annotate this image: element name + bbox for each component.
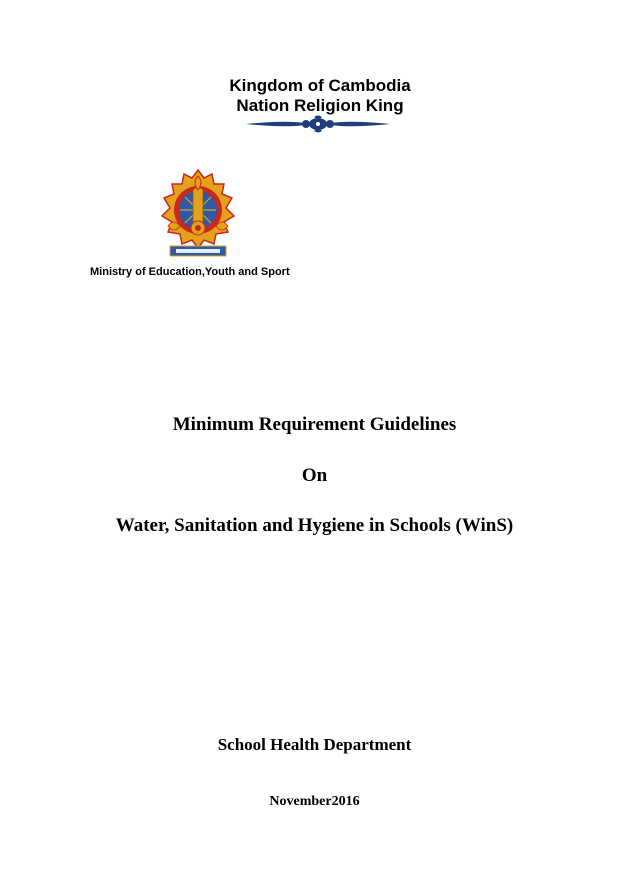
ministry-emblem-icon <box>160 168 236 260</box>
document-title-line2: On <box>301 465 328 486</box>
document-title-line1: Minimum Requirement Guidelines <box>172 414 457 435</box>
kingdom-title: Kingdom of Cambodia <box>229 76 411 95</box>
ministry-name: Ministry of Education,Youth and Sport <box>90 266 290 278</box>
department-name: School Health Department <box>217 735 412 754</box>
publication-date: November2016 <box>269 794 360 809</box>
document-title-line3: Water, Sanitation and Hygiene in Schools (WinS) <box>115 515 514 536</box>
nation-motto: Nation Religion King <box>236 96 404 115</box>
ornamental-divider-icon <box>244 114 392 134</box>
